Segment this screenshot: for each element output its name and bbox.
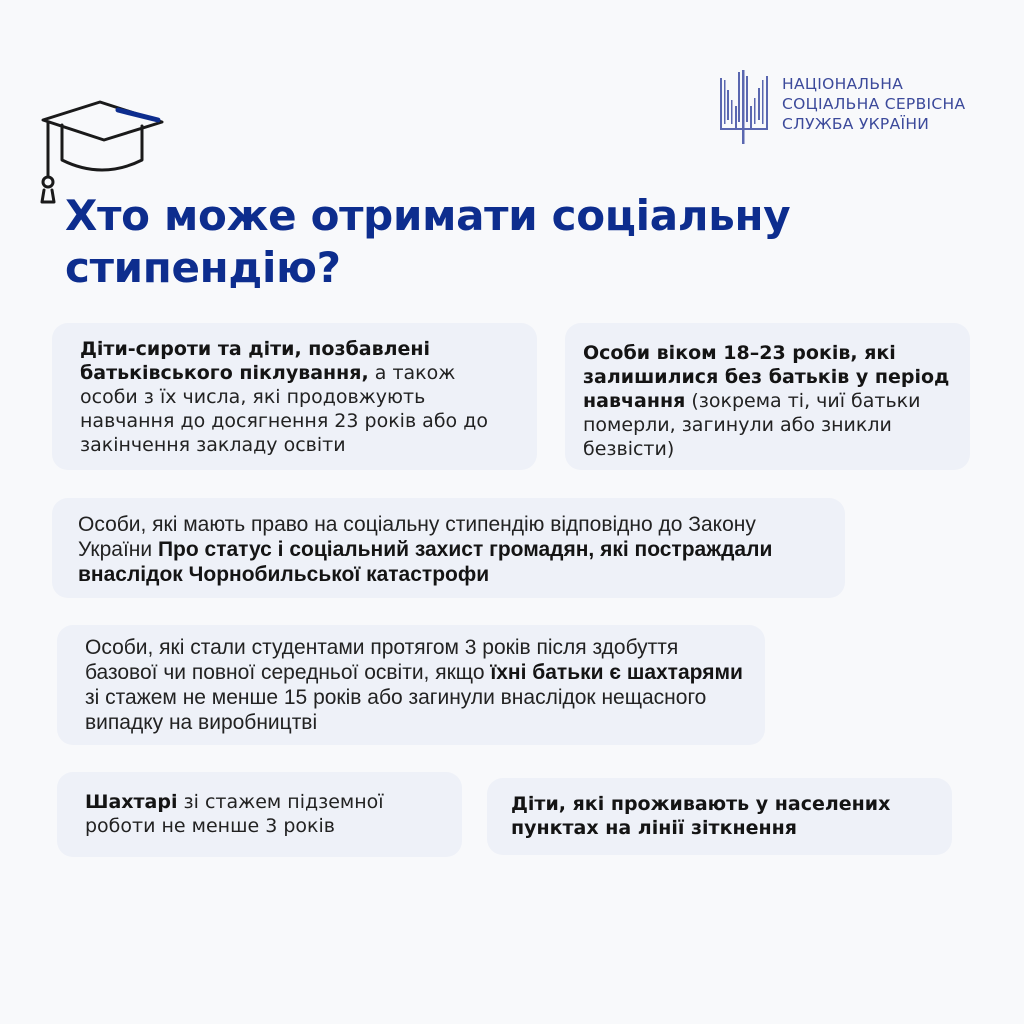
page-title: Хто може отримати соціальну стипендію? — [65, 191, 791, 292]
card-regular-text: Особи, які мають право на соціальну стипендію відповідно до Закону України — [78, 513, 756, 561]
trident-barcode-icon — [718, 70, 770, 144]
logo-line-1: НАЦІОНАЛЬНА — [782, 75, 904, 93]
logo-text — [782, 74, 965, 134]
eligibility-card-lost-parents — [565, 323, 970, 470]
card-bold-text: їхні батьки є шахтарями — [490, 661, 743, 684]
card-regular-text: зі стажем не менше 15 років або загинули внаслідок нещасного випадку на виробництві — [85, 686, 707, 734]
nssu-logo — [718, 70, 965, 144]
card-regular-text: Особи, які стали студентами протягом 3 років після здобуття базової чи повної середньої освіти, якщо — [85, 636, 679, 684]
logo-line-3: СЛУЖБА УКРАЇНИ — [782, 115, 930, 133]
card-regular-text: а також особи з їх числа, які продовжують навчання до досягнення 23 років або до закінчення закладу освіти — [80, 362, 488, 456]
card-text — [78, 512, 825, 587]
card-text — [80, 337, 517, 457]
card-text — [511, 792, 934, 840]
logo-line-2: СОЦІАЛЬНА СЕРВІСНА — [782, 95, 966, 113]
eligibility-card-miners-children — [57, 625, 765, 745]
card-bold-text: Діти-сироти та діти, позбавлені батьківського піклування, — [80, 338, 431, 384]
card-bold-text: Особи віком 18–23 років, які залишилися без батьків у період навчання — [583, 342, 950, 412]
card-bold-text: Шахтарі — [85, 791, 178, 813]
card-text — [85, 790, 444, 838]
card-regular-text: (зокрема ті, чиї батьки померли, загинули або зникли безвісти) — [583, 390, 921, 460]
card-bold-text: Діти, які проживають у населених пунктах на лінії зіткнення — [511, 793, 891, 839]
eligibility-card-contact-line — [487, 778, 952, 855]
card-text — [583, 341, 952, 461]
eligibility-card-orphans — [52, 323, 537, 470]
card-bold-text: Про статус і соціальний захист громадян, які постраждали внаслідок Чорнобильської катастрофи — [78, 538, 773, 586]
eligibility-card-miners — [57, 772, 462, 857]
eligibility-card-chornobyl — [52, 498, 845, 598]
card-text — [85, 635, 747, 735]
card-regular-text: зі стажем підземної роботи не менше 3 років — [85, 791, 384, 837]
